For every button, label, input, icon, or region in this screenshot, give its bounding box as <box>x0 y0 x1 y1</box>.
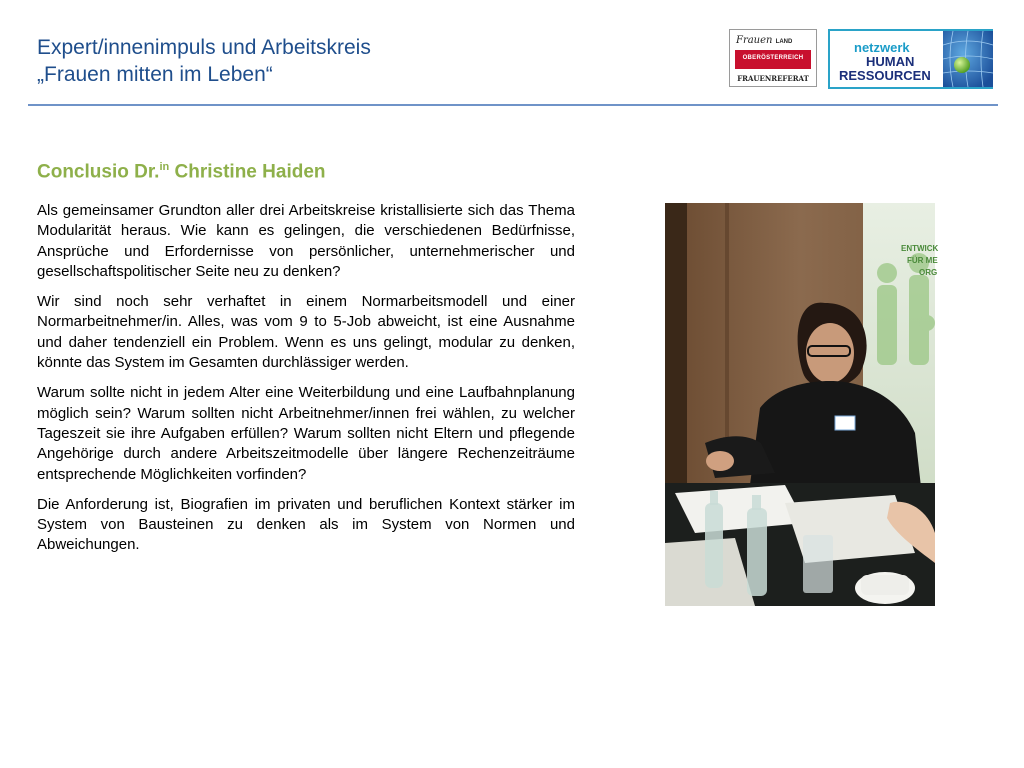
paragraph-1: Als gemeinsamer Grundton aller drei Arbeitskreise kristallisierte sich das Thema Modularität heraus. Wie kann es gelingen, die verschiedenen Bedürfnisse, Ansprüche und Erfordernisse von persönlicher, unternehmerischer und gesellschaftspolitischer Seite neu zu denken? <box>37 202 575 280</box>
logo-frauen-land: LAND <box>775 39 793 45</box>
paragraph-3: Warum sollte nicht in jedem Alter eine Weiterbildung und eine Laufbahnplanung möglich sein? Warum sollten nicht Arbeitnehmer/innen frei wählen, zu welcher Tageszeit sie ihre Aufgaben erfüllen? Warum sollten nicht Eltern und pflegende Angehörige durch andere Arbeitszeitmodelle über längere Rechenzeiträume entsprechende Möglichkeiten vorfinden? <box>37 384 575 483</box>
logo-netzwerk-line3: RESSOURCEN <box>839 68 931 83</box>
speaker-photo <box>665 203 939 606</box>
header-divider <box>28 104 998 106</box>
logo-netzwerk-line2: HUMAN <box>866 54 915 69</box>
netzwerk-human-ressourcen-logo <box>828 29 993 89</box>
logo-netzwerk-line1: netzwerk <box>854 40 910 55</box>
frauenreferat-logo <box>729 29 817 87</box>
banner-text-2: FÜR ME <box>907 256 938 265</box>
section-heading-sup: in <box>159 161 170 173</box>
paragraph-2: Wir sind noch sehr verhaftet in einem Normarbeitsmodell und einer Normarbeitnehmer/in. Alles, was vom 9 to 5-Job abweicht, ist eine Ausnahme und daher tendenziell ein Problem. Wenn es uns gelingt, modular zu denken, könnte das System im Gesamten durchlässiger werden. <box>37 293 575 372</box>
body-text <box>37 201 575 566</box>
slide-title-line2: „Frauen mitten im Leben“ <box>37 63 273 86</box>
section-heading-post: Christine Haiden <box>169 161 326 183</box>
section-heading-pre: Conclusio Dr. <box>37 161 160 183</box>
logo-frauen-unit: FRAUENREFERAT <box>737 74 809 83</box>
slide-title-line1: Expert/innenimpuls und Arbeitskreis <box>37 36 371 59</box>
paragraph-4: Die Anforderung ist, Biografien im privaten und beruflichen Kontext stärker im System von Bausteinen zu denken als im System von Normen und Abweichungen. <box>37 495 575 554</box>
logo-frauen-script: Frauen <box>736 35 773 46</box>
globe-icon <box>943 31 993 87</box>
banner-text-1: ENTWICK <box>901 244 939 253</box>
slide-title <box>37 34 371 88</box>
logo-frauen-region: OBERÖSTERREICH <box>742 55 804 61</box>
banner-text-3: ORG <box>919 268 938 277</box>
section-heading <box>37 155 326 184</box>
